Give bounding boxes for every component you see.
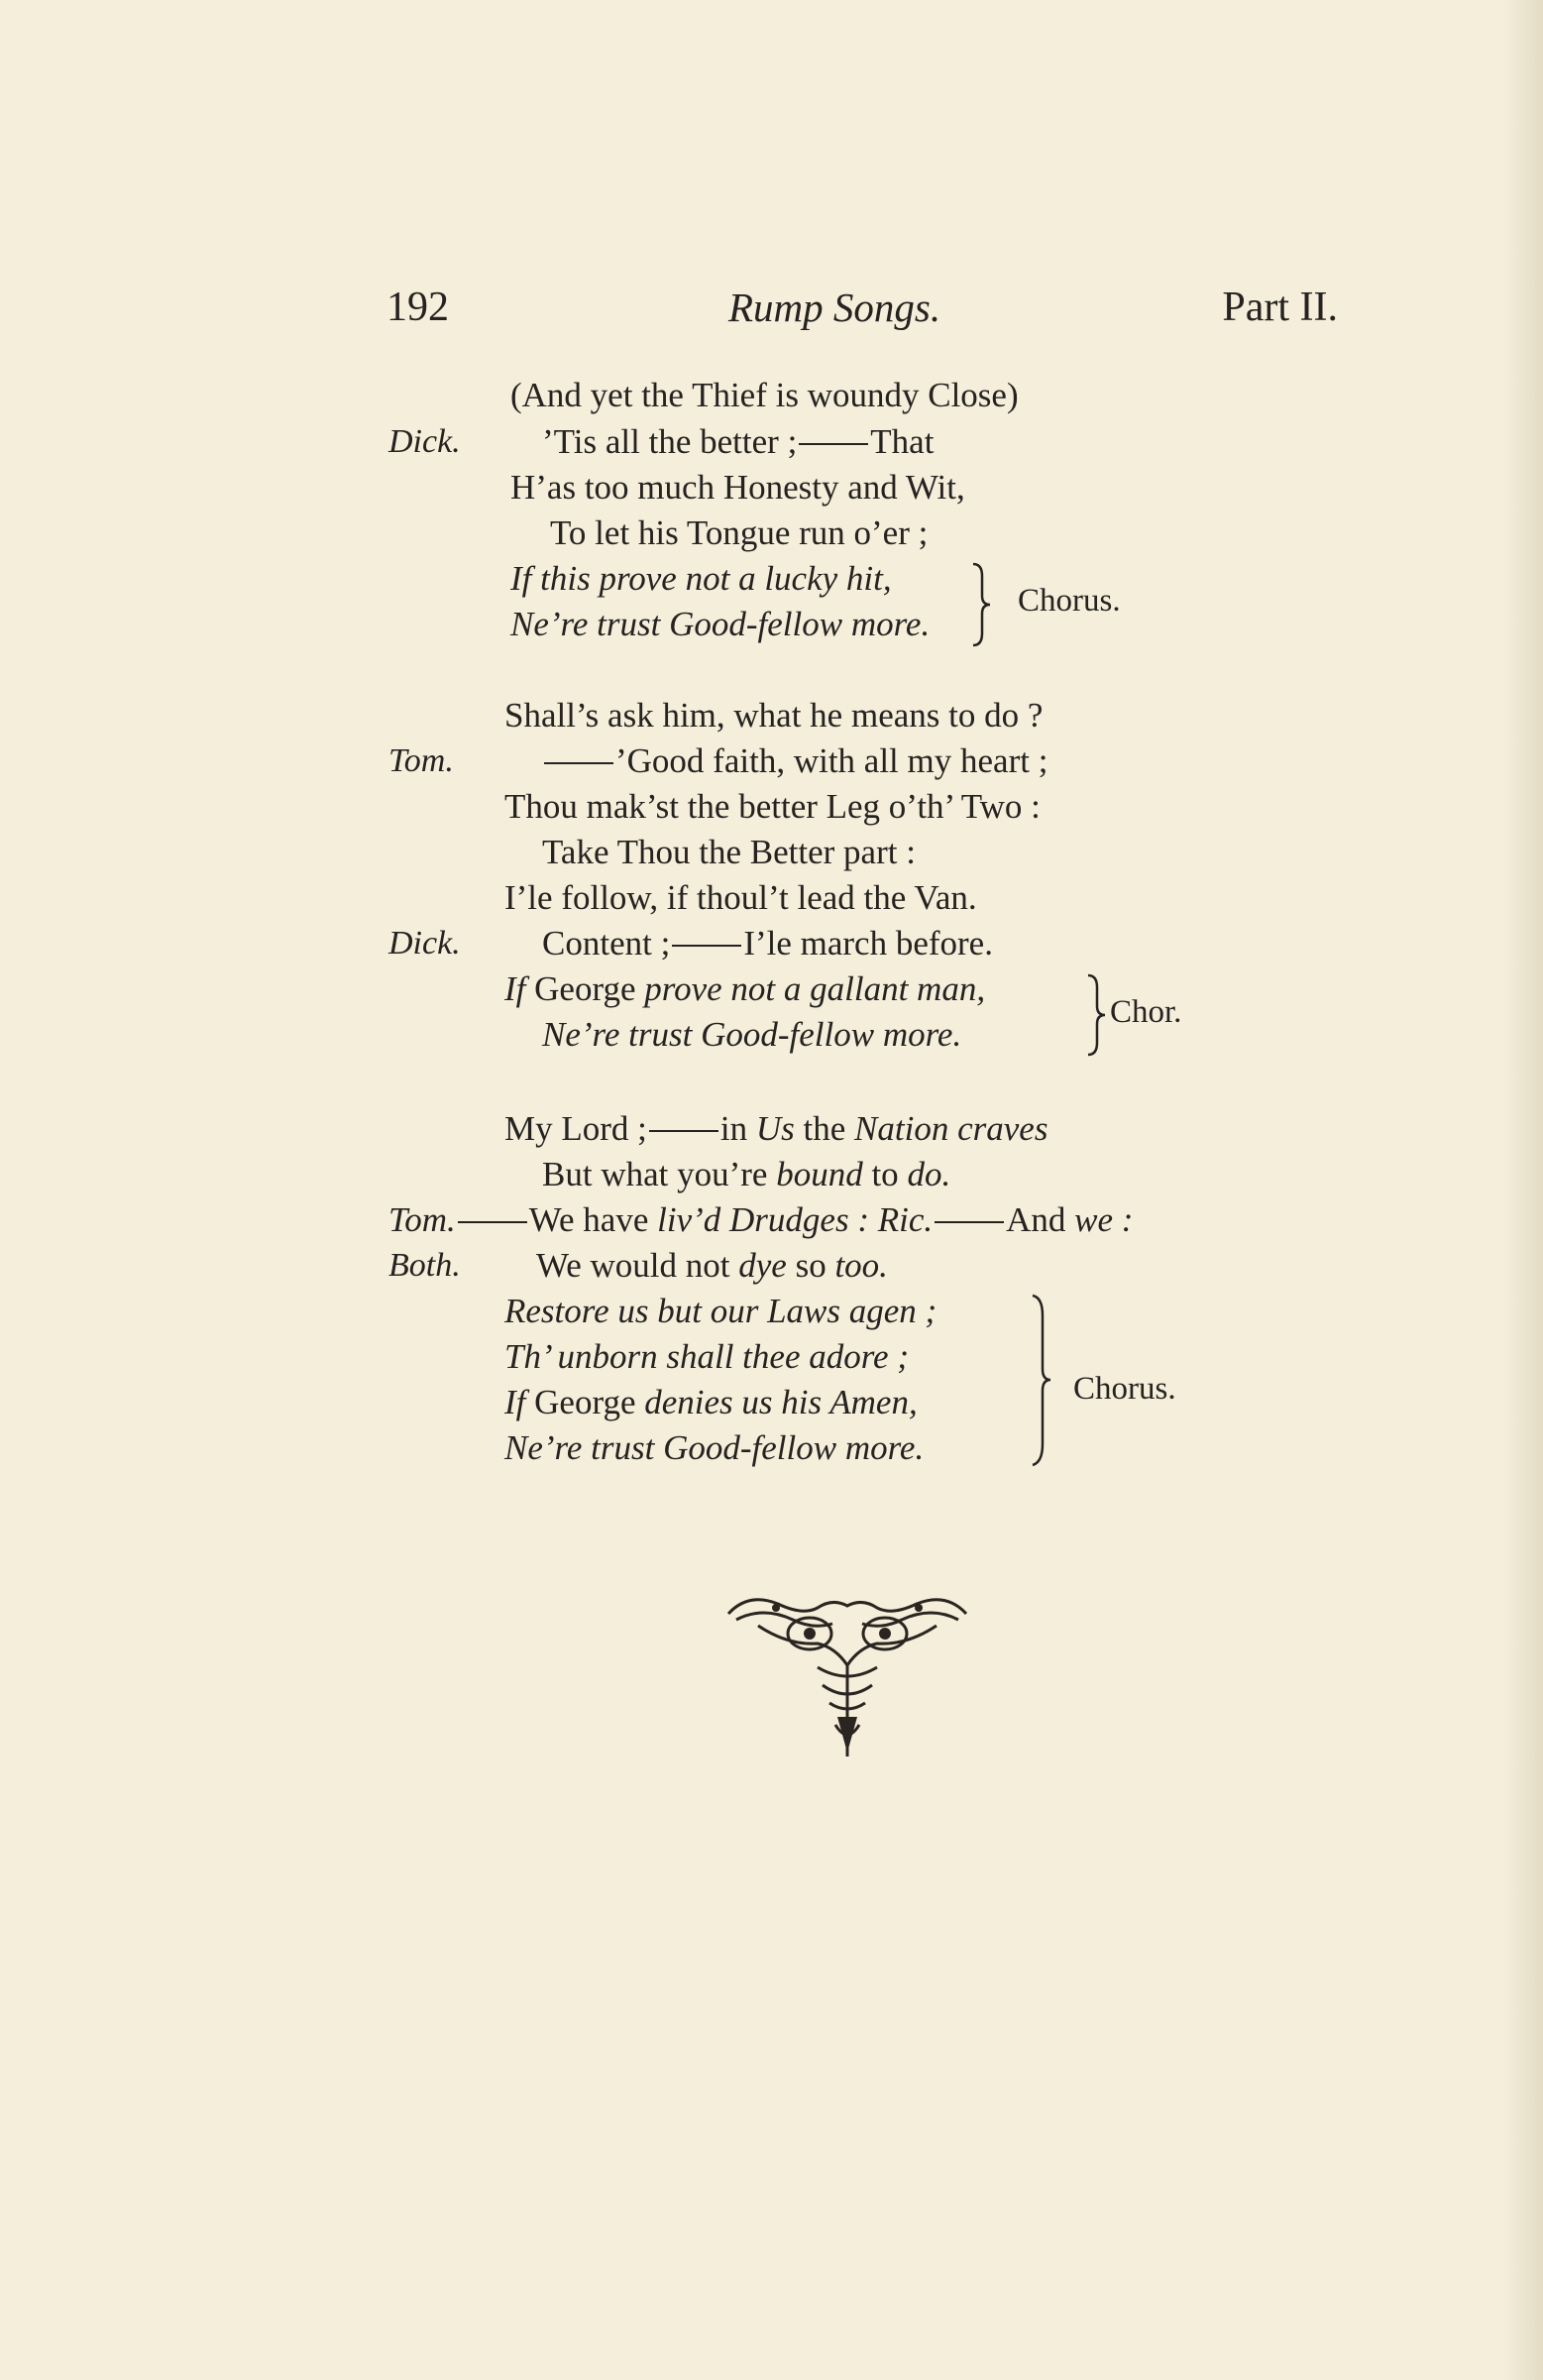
verse-text: to — [871, 1155, 899, 1193]
verse-line-italic: Restore us but our Laws agen ; — [504, 1292, 937, 1330]
chorus-label: Chorus. — [1073, 1371, 1176, 1407]
verse-text: prove not a gallant man, — [644, 969, 986, 1008]
verse-text: My Lord ; — [504, 1109, 647, 1148]
tailpiece-ornament — [718, 1586, 976, 1759]
verse-text: I’le march before. — [743, 924, 993, 963]
verse-line-italic: Ne’re trust Good-fellow more. — [542, 1015, 962, 1054]
verse-text: ’Good faith, with all my heart ; — [615, 741, 1048, 780]
verse-line: Shall’s ask him, what he means to do ? — [504, 696, 1044, 735]
verse-line: (And yet the Thief is woundy Close) — [510, 376, 1019, 414]
verse-text: We have — [528, 1200, 649, 1239]
verse-line-italic: If this prove not a lucky hit, — [510, 559, 892, 598]
verse-text: denies us his Amen, — [644, 1383, 918, 1421]
em-dash-rule — [649, 1130, 718, 1132]
chorus-label: Chor. — [1110, 994, 1182, 1030]
verse-line-italic: Ne’re trust Good-fellow more. — [510, 605, 931, 643]
verse-text: so — [795, 1246, 827, 1285]
verse-line — [504, 970, 985, 1009]
verse-line — [542, 423, 934, 462]
verse-line — [388, 1201, 1133, 1240]
verse-text: dye — [738, 1246, 787, 1285]
em-dash-rule — [799, 443, 868, 445]
verse-text: Content ; — [542, 924, 671, 963]
verse-line — [504, 1384, 918, 1422]
speaker-label: Both. — [388, 1247, 461, 1284]
verse-text: the — [803, 1109, 846, 1148]
verse-text: Nation craves — [854, 1109, 1048, 1148]
brace-icon — [1085, 973, 1107, 1064]
chorus-label: Chorus. — [1018, 583, 1121, 619]
brace-icon — [970, 562, 992, 654]
verse-text: bound — [776, 1155, 863, 1193]
verse-text: do. — [907, 1155, 951, 1193]
verse-text: If — [504, 969, 526, 1008]
verse-line-italic: Ne’re trust Good-fellow more. — [504, 1428, 925, 1467]
speaker-label: Dick. — [388, 423, 461, 460]
em-dash-rule — [544, 762, 613, 764]
verse-text: George — [534, 969, 636, 1008]
verse-text: We would not — [536, 1246, 730, 1285]
em-dash-rule — [672, 945, 741, 947]
speaker-label: Dick. — [388, 925, 461, 962]
verse-line: To let his Tongue run o’er ; — [550, 513, 929, 552]
verse-text: But what you’re — [542, 1155, 768, 1193]
verse-text: And — [1006, 1200, 1066, 1239]
brace-icon — [1029, 1294, 1052, 1474]
speaker-label: Tom. — [388, 742, 454, 779]
verse-line: Thou mak’st the better Leg o’th’ Two : — [504, 787, 1041, 826]
speaker-label: Tom. — [388, 1200, 456, 1239]
verse-line — [542, 1156, 950, 1194]
verse-line: Take Thou the Better part : — [542, 833, 916, 871]
running-title: Rump Songs. — [728, 284, 941, 330]
verse-text: too. — [834, 1246, 888, 1285]
verse-line: H’as too much Honesty and Wit, — [510, 468, 965, 507]
verse-text: George — [534, 1383, 636, 1421]
verse-line — [542, 742, 1047, 781]
verse-line: I’le follow, if thoul’t lead the Van. — [504, 878, 977, 917]
verse-text: we : — [1074, 1200, 1134, 1239]
verse-text: in — [719, 1109, 748, 1148]
verse-text: Us — [755, 1109, 795, 1148]
verse-text: liv’d Drudges : Ric. — [657, 1200, 934, 1239]
verse-text: If — [504, 1383, 526, 1421]
page-edge-shadow — [1503, 0, 1543, 2380]
verse-text: That — [870, 422, 935, 461]
verse-line — [536, 1247, 888, 1286]
running-header — [386, 283, 1338, 343]
em-dash-rule — [935, 1221, 1004, 1223]
page-number: 192 — [386, 284, 449, 330]
em-dash-rule — [458, 1221, 527, 1223]
verse-text: ’Tis all the better ; — [542, 422, 798, 461]
verse-line-italic: Th’ unborn shall thee adore ; — [504, 1337, 909, 1376]
verse-line — [542, 925, 993, 963]
verse-line — [504, 1110, 1047, 1149]
part-label: Part II. — [1222, 284, 1338, 330]
